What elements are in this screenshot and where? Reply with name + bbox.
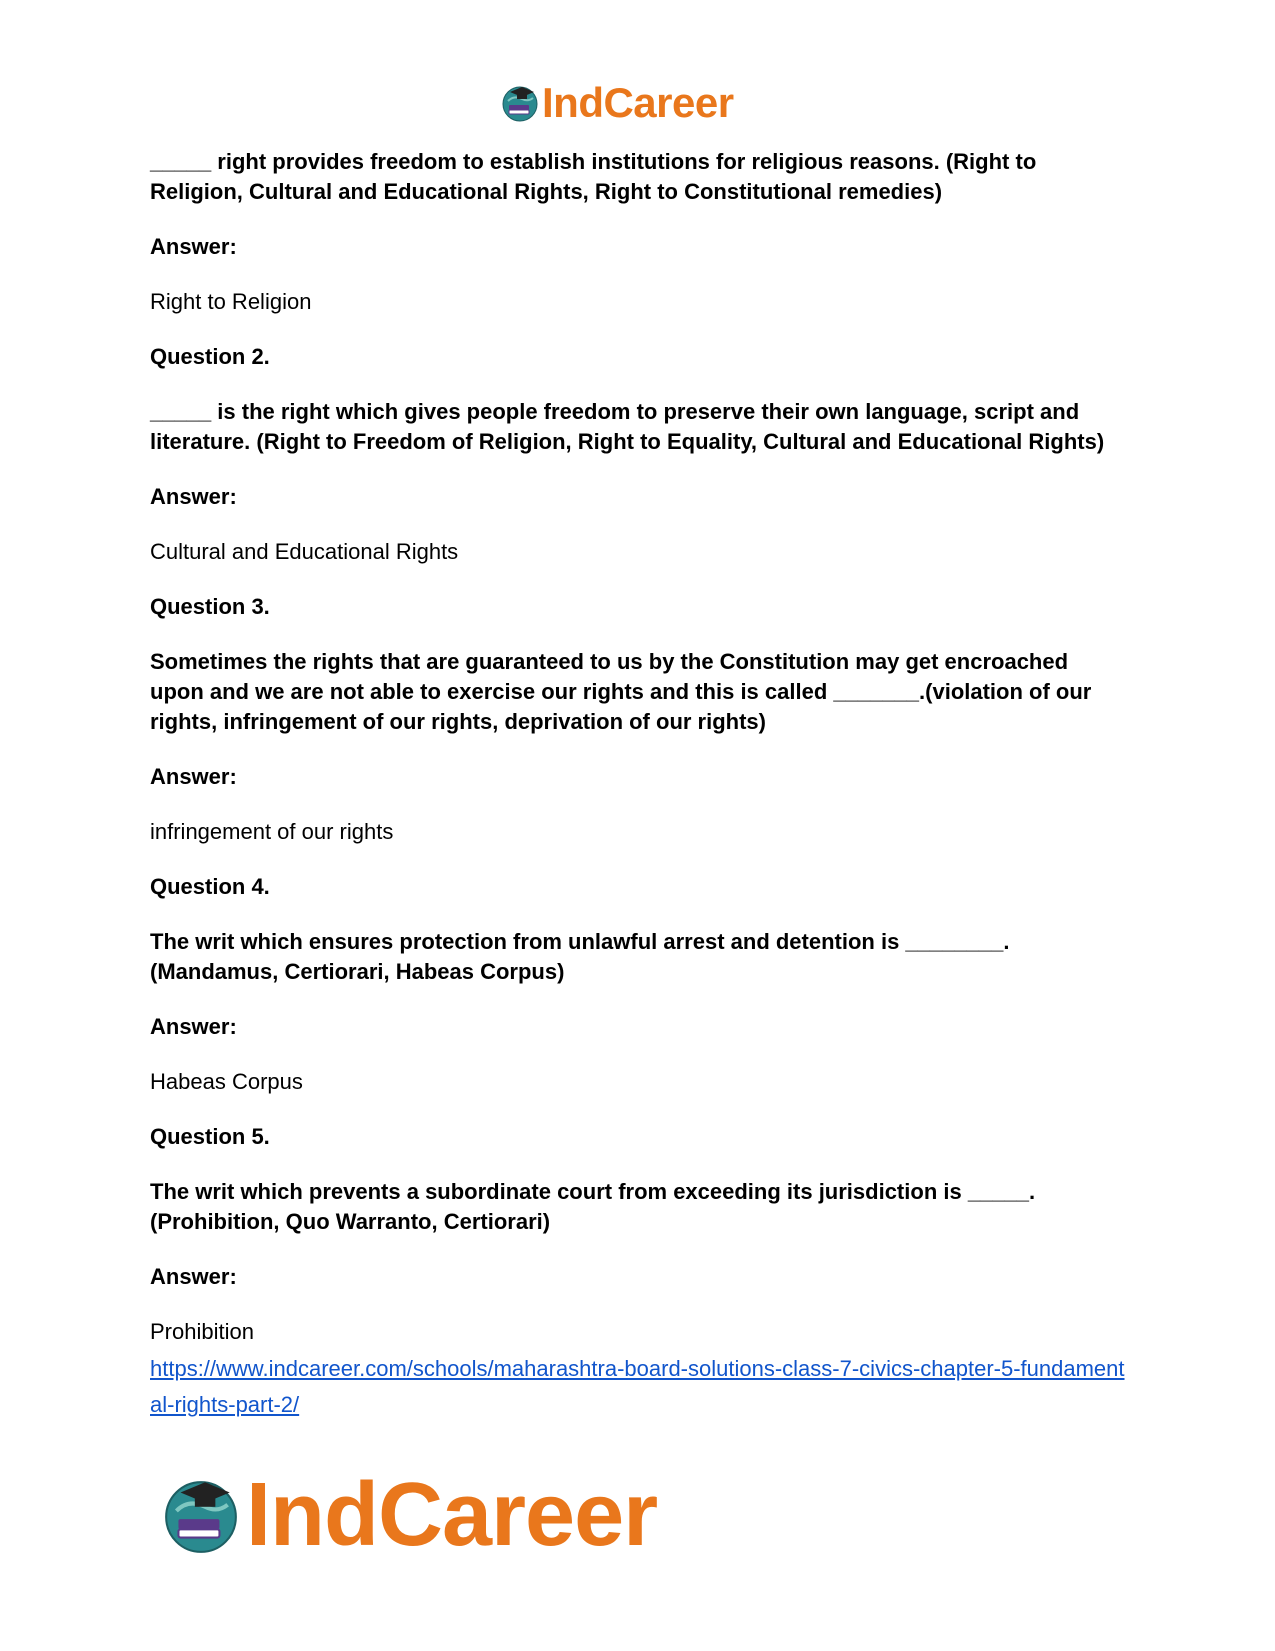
answer-1-text: Right to Religion [150, 289, 312, 314]
answer-label: Answer: [150, 1014, 237, 1039]
question-3-text: Sometimes the rights that are guaranteed to us by the Constitution may get encroached upon and we are not able to exercise our rights and this is called _______.(violation of our rights, infringement of our rights, deprivation of our rights) [150, 649, 1092, 734]
answer-label: Answer: [150, 764, 237, 789]
footer-logo [160, 1465, 657, 1565]
question-2-heading: Question 2. [150, 344, 270, 369]
answer-5-text: Prohibition [150, 1319, 254, 1344]
source-link[interactable]: https://www.indcareer.com/schools/maharashtra-board-solutions-class-7-civics-chapter-5-fundamental-rights-part-2/ [150, 1356, 1125, 1417]
question-5-text: The writ which prevents a subordinate court from exceeding its jurisdiction is _____. (Prohibition, Quo Warranto, Certiorari) [150, 1179, 1036, 1234]
brand-name: IndCareer [246, 1465, 658, 1565]
question-3-heading: Question 3. [150, 594, 270, 619]
question-1-text: _____ right provides freedom to establish institutions for religious reasons. (Right to Religion, Cultural and Educational Rights, Right to Constitutional remedies) [150, 149, 1037, 204]
answer-label: Answer: [150, 484, 237, 509]
document-body [150, 147, 1125, 1423]
header-logo [500, 78, 734, 128]
answer-3-text: infringement of our rights [150, 819, 394, 844]
brand-name: IndCareer [542, 79, 734, 126]
globe-graduation-cap-icon [160, 1474, 242, 1556]
answer-label: Answer: [150, 1264, 237, 1289]
answer-label: Answer: [150, 234, 237, 259]
question-5-heading: Question 5. [150, 1124, 270, 1149]
globe-graduation-cap-icon [500, 83, 540, 123]
answer-4-text: Habeas Corpus [150, 1069, 303, 1094]
question-4-text: The writ which ensures protection from unlawful arrest and detention is ________. (Mandamus, Certiorari, Habeas Corpus) [150, 929, 1010, 984]
answer-2-text: Cultural and Educational Rights [150, 539, 459, 564]
question-4-heading: Question 4. [150, 874, 270, 899]
question-2-text: _____ is the right which gives people freedom to preserve their own language, script and literature. (Right to Freedom of Religion, Right to Equality, Cultural and Educational Rights) [150, 399, 1105, 454]
